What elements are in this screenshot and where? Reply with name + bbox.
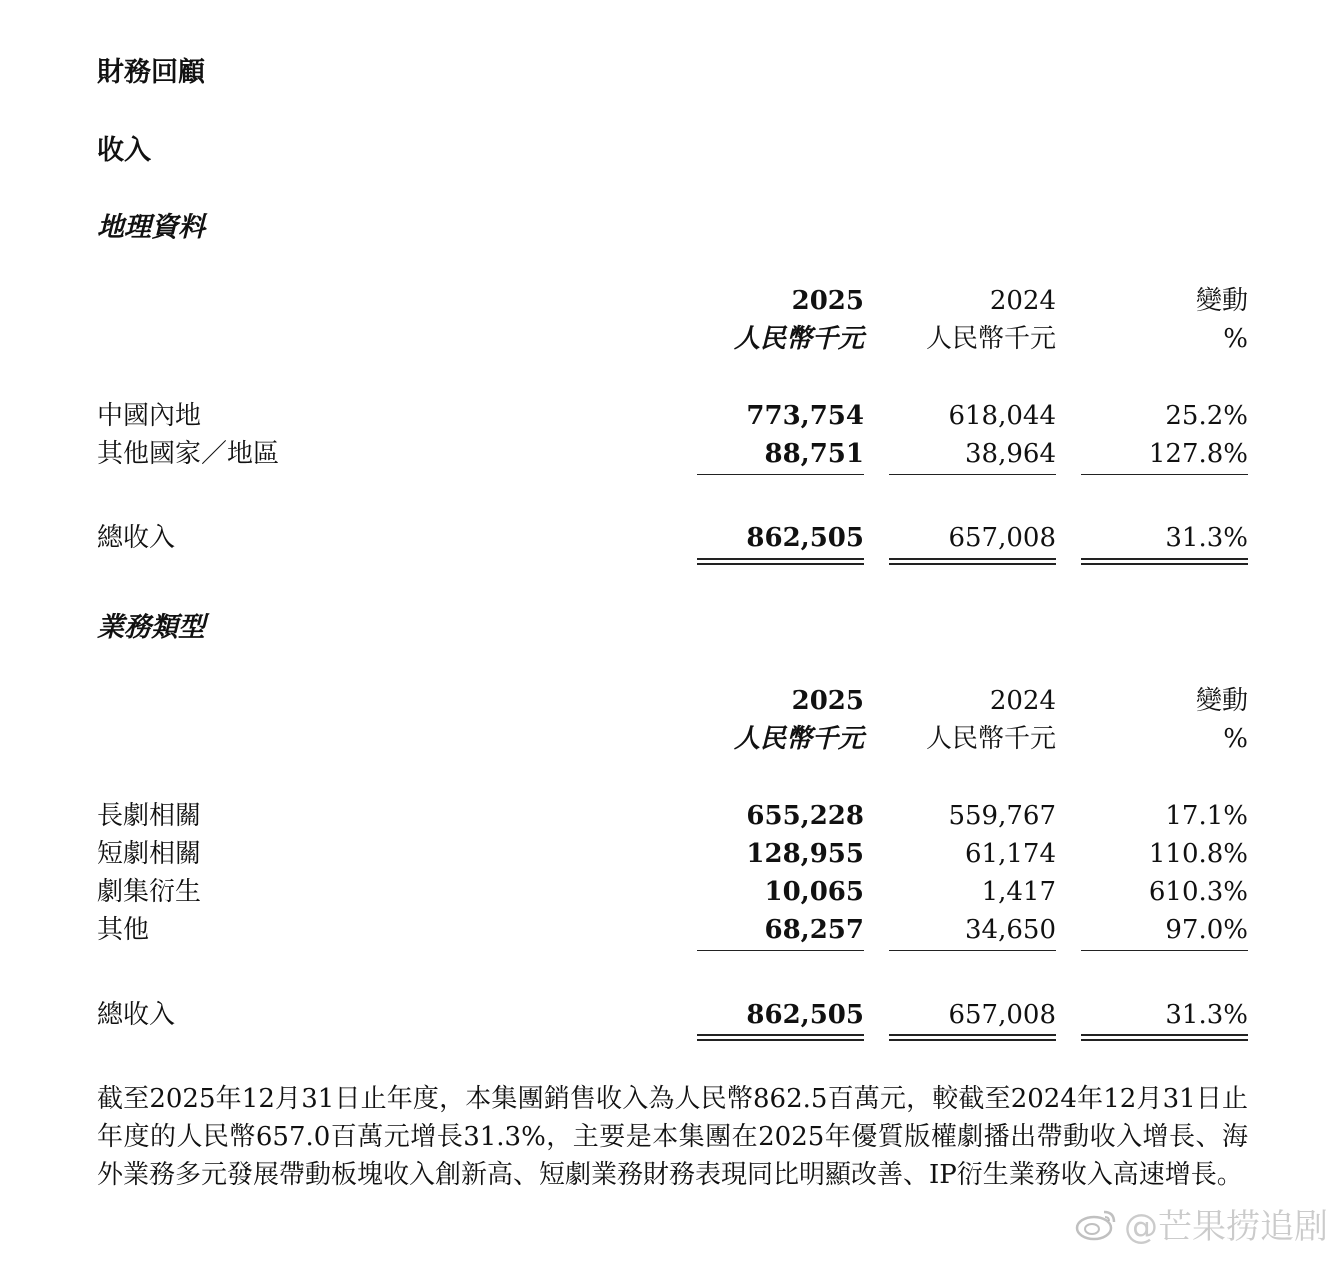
- table-header-unit: [97, 720, 1248, 758]
- subtotal-rule: [697, 950, 864, 951]
- value-2024: 34,650: [965, 915, 1056, 945]
- header-2024: 2024: [989, 286, 1056, 316]
- row-label: 總收入: [97, 1000, 176, 1030]
- table-header-unit: [97, 320, 1248, 358]
- table-row: [97, 873, 1248, 911]
- total-double-rule: [1081, 1034, 1248, 1041]
- watermark: [1074, 1199, 1328, 1248]
- subtotal-rule: [697, 474, 864, 475]
- subtotal-rule: [1081, 950, 1248, 951]
- value-2024: 38,964: [965, 439, 1056, 469]
- value-change: 97.0%: [1165, 915, 1248, 945]
- row-label: 其他國家／地區: [97, 439, 280, 469]
- header-2025: 2025: [791, 286, 864, 316]
- header-2024: 2024: [989, 686, 1056, 716]
- subtotal-rule: [1081, 474, 1248, 475]
- header-2025: 2025: [791, 686, 864, 716]
- value-change: 31.3%: [1165, 1000, 1248, 1030]
- value-2024: 1,417: [981, 877, 1056, 907]
- header-change: 變動: [1195, 686, 1248, 716]
- total-double-rule: [1081, 558, 1248, 565]
- value-change: 25.2%: [1165, 401, 1248, 431]
- unit-2024: 人民幣千元: [925, 324, 1056, 354]
- header-change: 變動: [1195, 286, 1248, 316]
- unit-change: %: [1223, 724, 1248, 754]
- row-label: 長劇相關: [97, 801, 202, 831]
- table-row: [97, 397, 1248, 435]
- table-row: [97, 911, 1248, 949]
- biz-heading: 業務類型: [97, 612, 205, 643]
- unit-2025: 人民幣千元: [733, 724, 864, 754]
- watermark-text: @芒果捞追剧: [1124, 1207, 1328, 1247]
- value-2025: 10,065: [764, 877, 864, 907]
- total-row: [97, 996, 1248, 1034]
- total-double-rule: [889, 1034, 1056, 1041]
- unit-2025: 人民幣千元: [733, 324, 864, 354]
- total-row: [97, 519, 1248, 557]
- unit-change: %: [1223, 324, 1248, 354]
- value-change: 110.8%: [1148, 839, 1248, 869]
- row-label: 中國內地: [97, 401, 202, 431]
- total-double-rule: [889, 558, 1056, 565]
- row-label: 劇集衍生: [97, 877, 202, 907]
- value-change: 610.3%: [1148, 877, 1248, 907]
- table-header-year: [97, 682, 1248, 720]
- page-title: 財務回顧: [97, 57, 205, 88]
- weibo-icon: [1074, 1206, 1118, 1242]
- value-2024: 61,174: [965, 839, 1056, 869]
- unit-2024: 人民幣千元: [925, 724, 1056, 754]
- total-double-rule: [697, 1034, 864, 1041]
- table-header-year: [97, 282, 1248, 320]
- row-label: 短劇相關: [97, 839, 202, 869]
- value-2024: 559,767: [948, 801, 1056, 831]
- table-row: [97, 435, 1248, 473]
- value-2025: 68,257: [764, 915, 864, 945]
- total-double-rule: [697, 558, 864, 565]
- value-2024: 657,008: [948, 1000, 1056, 1030]
- section-heading: 收入: [97, 135, 151, 166]
- row-label: 總收入: [97, 523, 176, 553]
- value-change: 127.8%: [1148, 439, 1248, 469]
- value-2025: 773,754: [746, 401, 864, 431]
- table-row: [97, 797, 1248, 835]
- value-2025: 862,505: [746, 1000, 864, 1030]
- table-row: [97, 835, 1248, 873]
- value-2024: 618,044: [948, 401, 1056, 431]
- subtotal-rule: [889, 950, 1056, 951]
- value-2025: 655,228: [746, 801, 864, 831]
- value-change: 31.3%: [1165, 523, 1248, 553]
- value-2025: 862,505: [746, 523, 864, 553]
- subtotal-rule: [889, 474, 1056, 475]
- summary-paragraph: 截至2025年12月31日止年度，本集團銷售收入為人民幣862.5百萬元，較截至2024年12月31日止年度的人民幣657.0百萬元增長31.3%，主要是本集團在2025年優質版權劇播出帶動收入增長、海外業務多元發展帶動板塊收入創新高、短劇業務財務表現同比明顯改善、IP衍生業務收入高速增長。: [97, 1084, 1248, 1190]
- value-change: 17.1%: [1165, 801, 1248, 831]
- row-label: 其他: [97, 915, 150, 945]
- geo-heading: 地理資料: [97, 212, 205, 243]
- value-2025: 88,751: [764, 439, 864, 469]
- value-2025: 128,955: [746, 839, 864, 869]
- value-2024: 657,008: [948, 523, 1056, 553]
